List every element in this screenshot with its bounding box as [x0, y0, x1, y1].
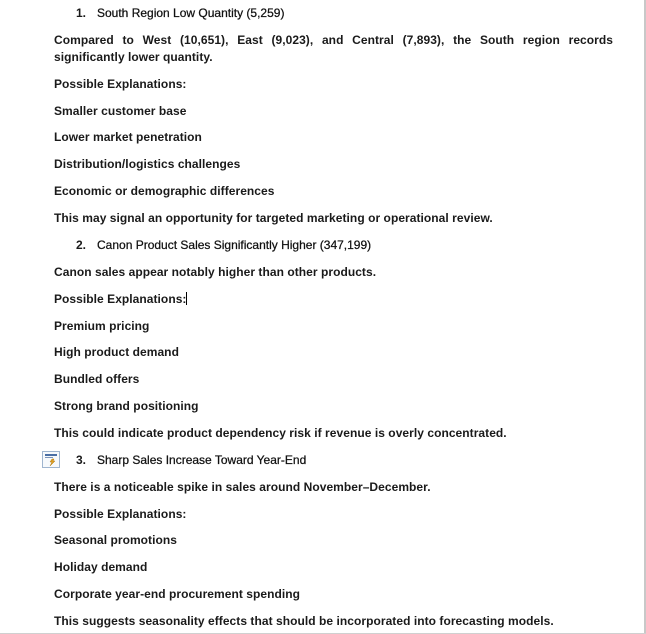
section-1-heading	[76, 5, 284, 21]
section-1-explanation-item: Lower market penetration	[54, 130, 202, 144]
section-3-explanation-item: Holiday demand	[54, 560, 148, 574]
section-1-explanation-item: Distribution/logistics challenges	[54, 157, 241, 171]
section-2-explanations-label: Possible Explanations:	[54, 292, 187, 306]
section-1-explanation-item: Smaller customer base	[54, 104, 187, 118]
section-1-number: 1.	[76, 6, 87, 20]
section-3-title: Sharp Sales Increase Toward Year-End	[97, 453, 307, 467]
section-2-explanations-label-line	[54, 291, 187, 307]
section-2-intro: Canon sales appear notably higher than other products.	[54, 265, 377, 279]
text-cursor	[186, 292, 187, 305]
section-3-intro: There is a noticeable spike in sales around November–December.	[54, 480, 431, 494]
section-1-intro: Compared to West (10,651), East (9,023), and Central (7,893), the South region records significantly lower quantity.	[54, 33, 613, 64]
section-2-number: 2.	[76, 238, 87, 252]
section-2-heading	[76, 237, 371, 253]
section-2-conclusion: This could indicate product dependency risk if revenue is overly concentrated.	[54, 426, 507, 440]
section-1-explanation-item: Economic or demographic differences	[54, 184, 275, 198]
section-1-title: South Region Low Quantity (5,259)	[97, 6, 285, 20]
autoformat-options-icon	[43, 452, 59, 467]
section-3-conclusion: This suggests seasonality effects that should be incorporated into forecasting models.	[54, 614, 554, 628]
section-3-heading	[76, 452, 306, 468]
autoformat-options-button[interactable]	[42, 451, 60, 468]
section-2-title: Canon Product Sales Significantly Higher (347,199)	[97, 238, 372, 252]
section-2-explanation-item: High product demand	[54, 345, 179, 359]
section-2-explanation-item: Bundled offers	[54, 372, 140, 386]
section-1-conclusion: This may signal an opportunity for targeted marketing or operational review.	[54, 211, 493, 225]
section-1-explanations-label: Possible Explanations:	[54, 77, 187, 91]
section-2-explanation-item: Strong brand positioning	[54, 399, 199, 413]
section-3-explanation-item: Seasonal promotions	[54, 533, 177, 547]
section-2-explanation-item: Premium pricing	[54, 319, 150, 333]
section-3-explanation-item: Corporate year-end procurement spending	[54, 587, 300, 601]
section-3-number: 3.	[76, 453, 87, 467]
section-3-explanations-label: Possible Explanations:	[54, 507, 187, 521]
